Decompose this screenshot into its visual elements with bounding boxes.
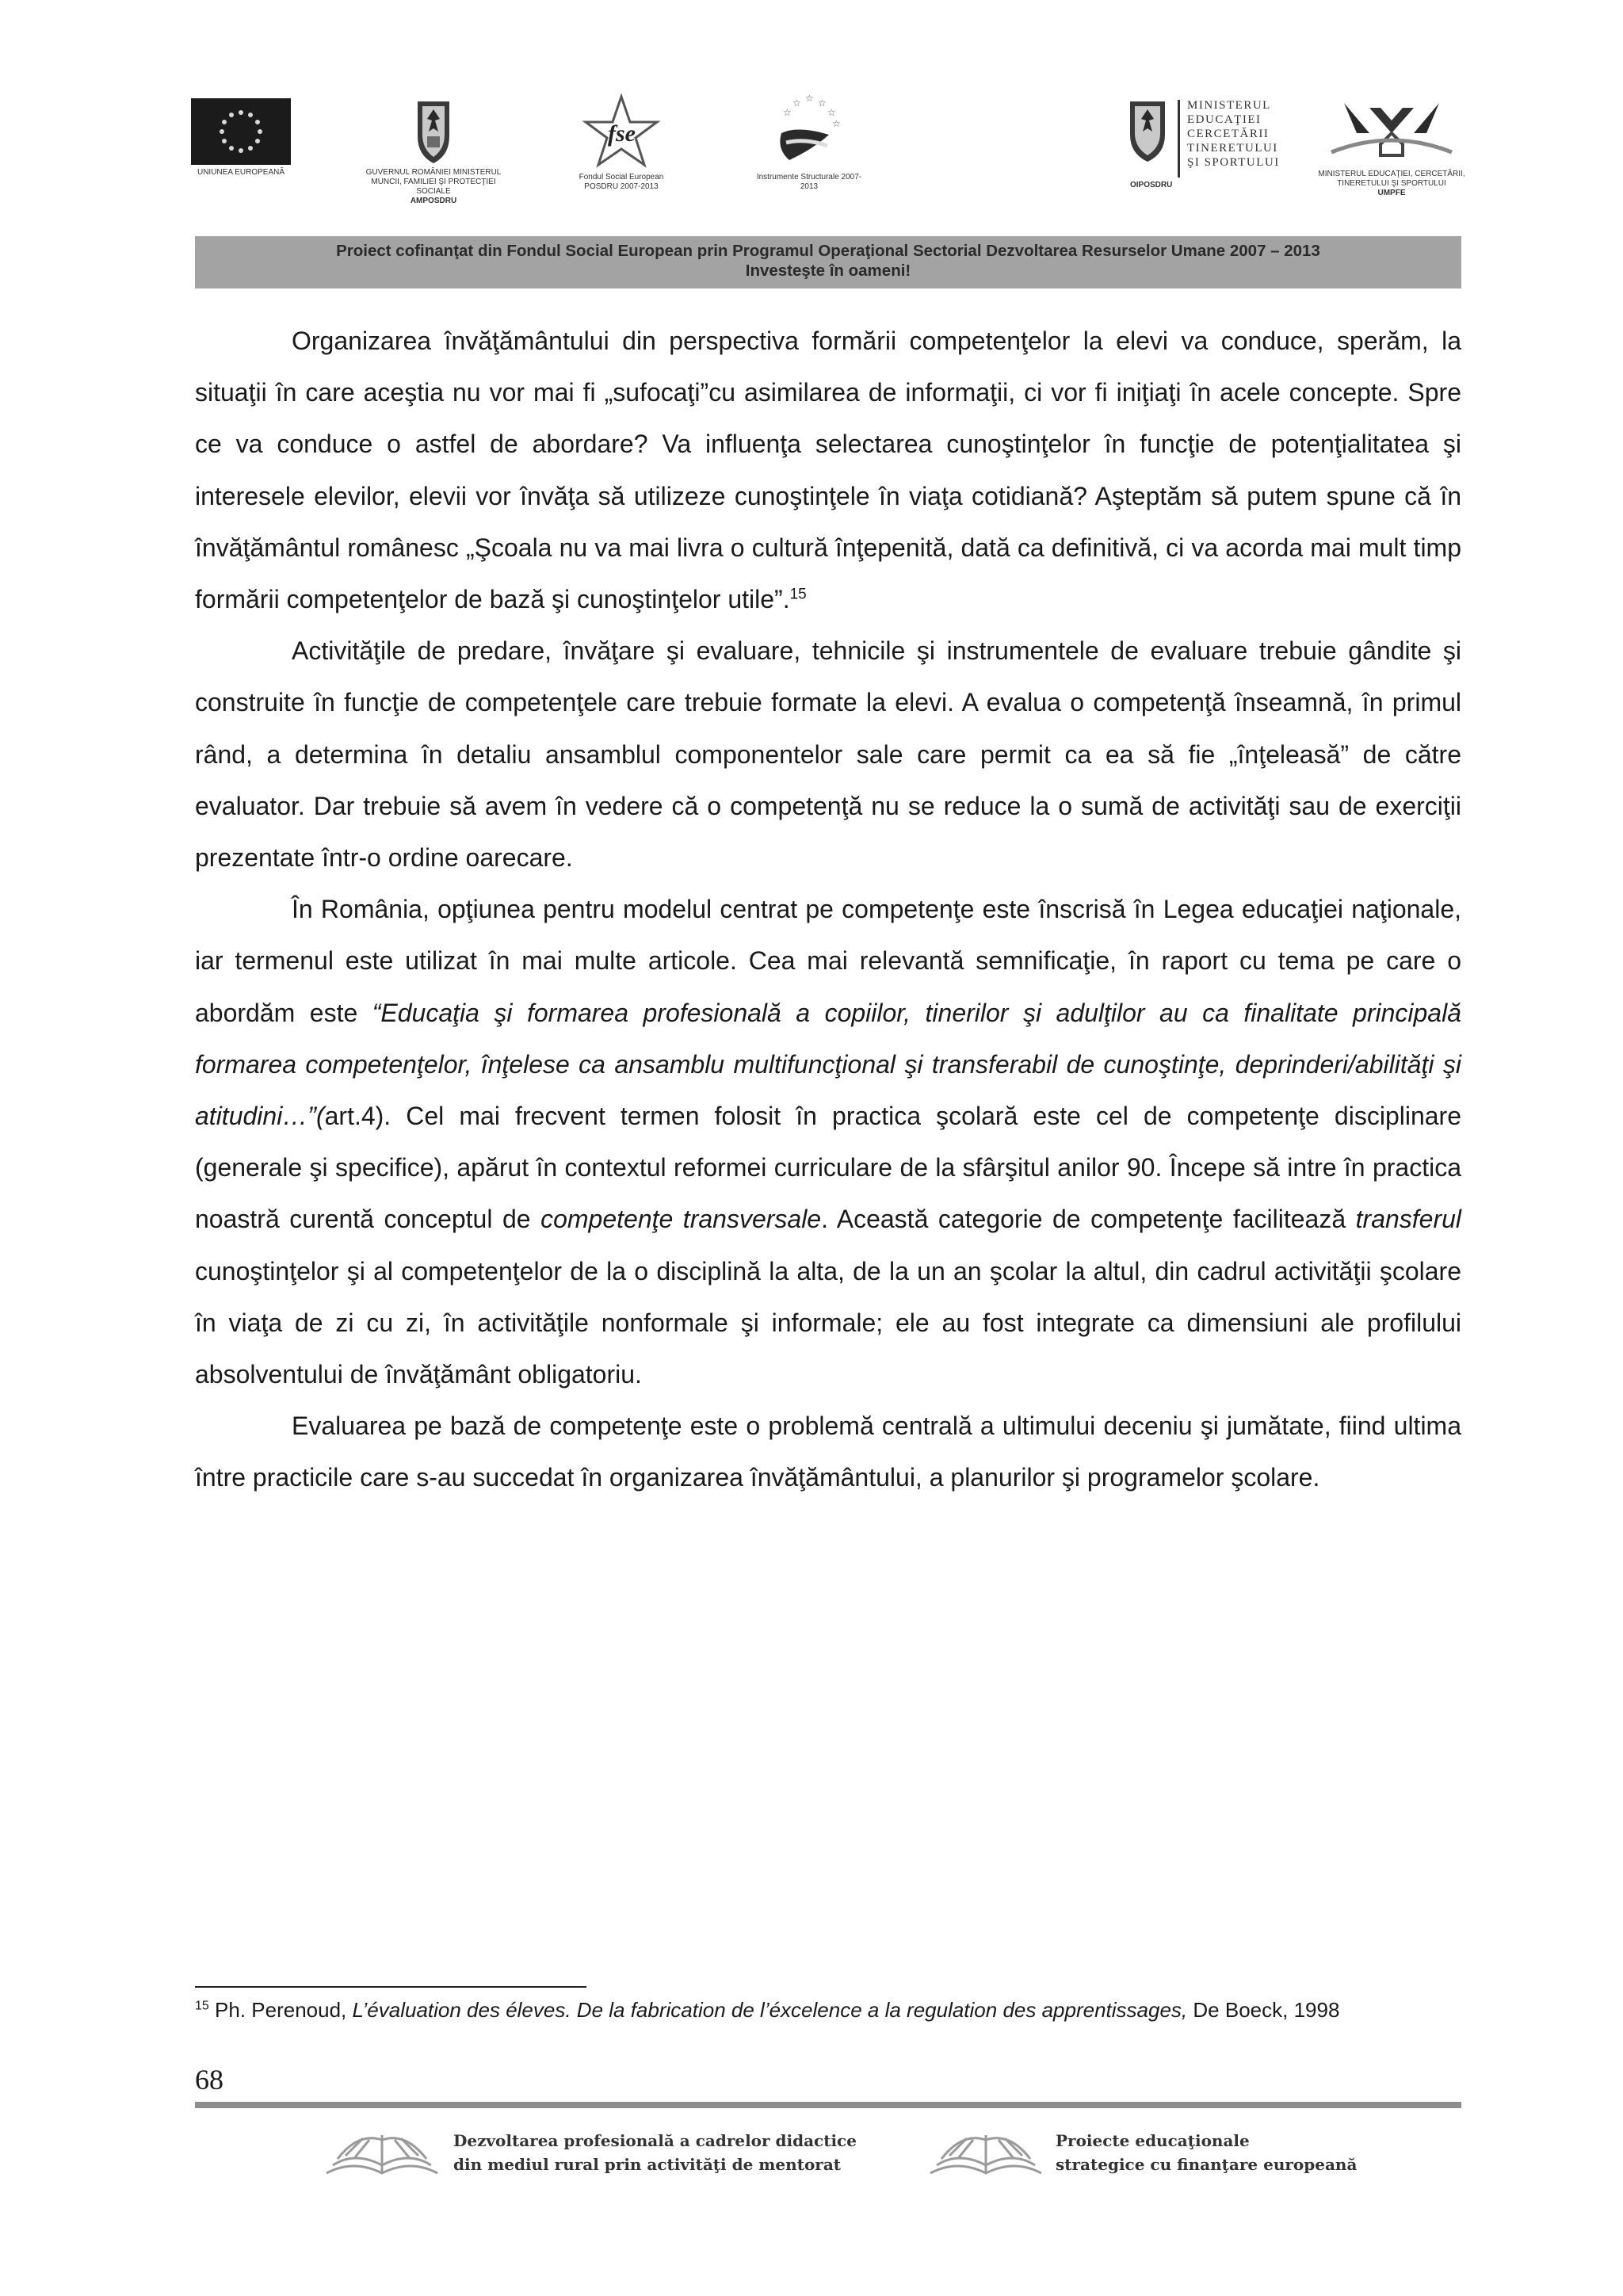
structural-logo [750,94,869,192]
structural-caption: Instrumente Structurale 2007-2013 [756,173,862,191]
page-number: 68 [195,2064,223,2095]
law-quote: “Educaţia şi formarea profesională a copiilor, tinerilor şi adulţilor au ca finalitate principală formarea competenţelor, înţelese ca ansamblu multifuncţional şi transferabil de cunoştinţe, deprinderi/abilităţi şi atitudini…”( [195,998,1462,1131]
footnote-separator [195,1986,586,1988]
open-book-icon [922,2124,1049,2183]
svg-text:☆: ☆ [783,107,792,118]
ministry-title: MINISTERUL EDUCAŢIEI CERCETĂRII TINERETULUI ŞI SPORTULUI [1187,99,1280,169]
banner-line-1: Proiect cofinanţat din Fondul Social European prin Programul Operaţional Sectorial Dezvoltarea Resurselor Umane 2007 – 2013 [336,242,1320,260]
eu-caption: UNIUNEA EUROPEANĂ [197,168,285,177]
fse-logo [566,94,677,192]
svg-text:☆: ☆ [818,97,827,109]
footnote-number: 15 [195,1999,209,2013]
term-transversal: competenţe transversale [540,1205,822,1234]
svg-text:fse: fse [608,120,636,147]
paragraph-1: Organizarea învăţământului din perspectiva formării competenţelor la elevi va conduce, sperăm, la situaţii în care aceştia nu vor mai fi „sufocaţi”cu asimilarea de informaţii, ci vor fi iniţiaţi în acele concepte. Spre ce va conduce o astfel de abordare? Va influenţa selectarea cunoştinţelor în funcţie de potenţialitatea şi interesele elevilor, elevii vor învăţa să utilizeze cunoştinţele în viaţa cotidiană? Aşteptăm să putem spune că în învăţământul românesc „Şcoala nu va mai livra o cultură înţepenită, dată ca definitivă, ci va acorda mai mult timp formării competenţelor de bază şi cunoştinţelor utile”.$^{15}$ [195,327,1461,614]
cofinancing-banner [195,236,1461,288]
structural-instruments-icon [766,94,853,170]
paragraph-3: În România, opţiunea pentru modelul centrat pe competenţe este înscrisă în Legea educaţiei naţionale, iar termenul este utilizat în mai multe articole. Cea mai relevantă semnificaţie, în raport cu tema pe care o abordăm este “Educaţia şi formarea profesională a copiilor, tinerilor şi adulţilor au ca finalitate principală formarea competenţelor, înţelese ca ansamblu multifuncţional şi transferabil de cunoştinţe, deprinderi/abilităţi şi atitudini…”(art.4). Cel mai frecvent termen folosit în practica şcolară este cel de competenţe disciplinare (generale şi specifice), apărut în contextul reformei curriculare de la sfârşitul anilor 90. Începe să intre în practica noastră curentă conceptul de competenţe transversale. Această categorie de competenţe facilitează transferul cunoştinţelor şi al competenţelor de la o disciplină la alta, de la un an şcolar la altul, din cadrul activităţii şcolare în viaţa de zi cu zi, în activităţile nonformale şi informale; ele au fost integrate ca dimensiuni ale profilului absolventului de învăţământ obligatoriu. [195,895,1462,1389]
main-text [195,315,1461,1504]
open-book-icon [319,2124,445,2183]
term-transfer: transferul [1355,1205,1462,1234]
crest-icon [411,97,456,165]
ministry-crest-icon [1124,98,1171,163]
fse-star-icon [578,94,665,170]
footnote-title: L’évaluation des éleves. De la fabrication de l’éxcelence a la regulation des apprentissages, [352,1998,1188,2022]
bottom-rule [195,2102,1461,2108]
eu-flag-icon [191,98,291,165]
footer-project-left: Dezvoltarea profesională a cadrelor didactice din mediul rural prin activităţi de mentorat [453,2131,857,2174]
footer-project-right: Proiecte educaţionale strategice cu finanţare europeană [1056,2131,1358,2174]
svg-text:☆: ☆ [805,94,814,104]
footnote-ref: 15 [789,586,807,603]
banner-line-2: Investeşte în oameni! [745,262,911,280]
paragraph-2: Activităţile de predare, învăţare şi evaluare, tehnicile şi instrumentele de evaluare trebuie gândite şi construite în funcţie de competenţele care trebuie formate la elevi. A evalua o competenţă înseamnă, în primul rând, a determina în detaliu ansamblul componentelor sale care permit ca ea să fie „înţeleasă” de către evaluator. Dar trebuie să avem în vedere că o competenţă nu se reduce la o sumă de activităţi sau de exerciţii prezentate într-o ordine oarecare. [195,636,1461,873]
ministry-education-logo [1312,97,1471,198]
paragraph-4: Evaluarea pe bază de competenţe este o problemă centrală a ultimului deceniu şi jumătate, fiind ultima între practicile care s-au succedat în organizarea învăţământului, a planurilor şi programelor şcolare. [195,1412,1461,1492]
ministry-education-caption: MINISTERUL EDUCAŢIEI, CERCETĂRII, TINERETULUI ŞI SPORTULUI [1318,170,1465,188]
oiposdru-label: OIPOSDRU [1130,181,1173,189]
education-emblem-icon [1320,97,1463,166]
svg-text:☆: ☆ [827,107,836,118]
ministry-divider [1178,100,1180,178]
svg-text:☆: ☆ [832,118,841,129]
fse-caption: Fondul Social European POSDRU 2007-2013 [579,173,664,191]
svg-text:☆: ☆ [792,97,801,109]
government-logo [358,97,509,206]
government-caption: GUVERNUL ROMÂNIEI MINISTERUL MUNCII, FAMILIEI ŞI PROTECŢIEI SOCIALE [365,168,502,196]
footnote: $^{15}$ Ph. Perenoud, L’évaluation des éleves. De la fabrication de l’éxcelence a la regulation des apprentissages, De Boeck, 1998 [195,1998,1340,2022]
eu-logo [178,98,304,178]
amposdru-label: AMPOSDRU [410,197,457,205]
umpfe-label: UMPFE [1377,189,1406,197]
